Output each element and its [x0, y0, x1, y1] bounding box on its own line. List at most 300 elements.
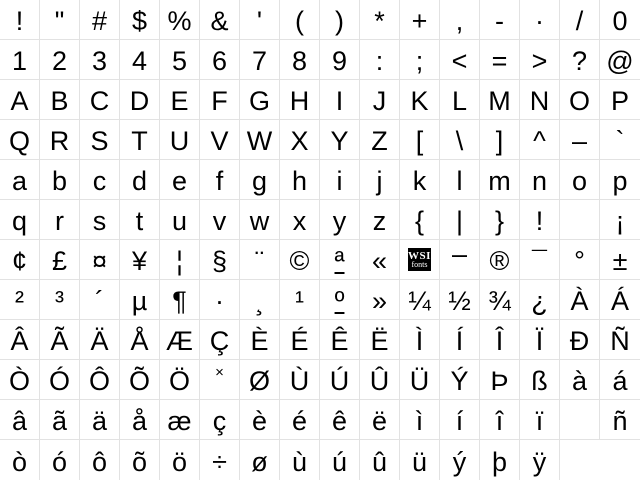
glyph: æ — [167, 406, 192, 436]
glyph-cell[interactable] — [360, 80, 400, 119]
glyph-cell[interactable] — [280, 280, 320, 319]
glyph: ó — [51, 446, 68, 477]
glyph-cell[interactable] — [80, 40, 120, 79]
glyph-cell[interactable] — [160, 0, 200, 39]
glyph-row — [0, 240, 640, 280]
glyph-cell[interactable] — [120, 240, 160, 279]
glyph-cell[interactable] — [520, 320, 560, 359]
glyph: · — [535, 6, 544, 36]
glyph-cell[interactable] — [280, 360, 320, 399]
glyph: 8 — [291, 46, 308, 76]
glyph-cell[interactable] — [120, 160, 160, 199]
glyph-cell[interactable] — [240, 40, 280, 79]
glyph-cell[interactable] — [480, 320, 520, 359]
glyph-cell[interactable] — [360, 400, 400, 439]
glyph: F — [211, 86, 228, 116]
glyph-cell[interactable] — [0, 240, 40, 279]
glyph-cell[interactable] — [40, 120, 80, 159]
glyph: W — [246, 126, 273, 156]
glyph-cell[interactable] — [40, 40, 80, 79]
glyph-cell[interactable] — [560, 0, 600, 39]
glyph-cell[interactable] — [240, 240, 280, 279]
glyph: n — [531, 166, 548, 196]
glyph: ü — [411, 446, 428, 477]
glyph: m — [488, 166, 511, 196]
glyph-cell[interactable] — [80, 0, 120, 39]
glyph-cell[interactable] — [240, 80, 280, 119]
glyph-cell[interactable] — [360, 200, 400, 239]
glyph: ³ — [55, 286, 64, 316]
glyph-cell[interactable] — [600, 400, 640, 439]
glyph: ) — [335, 6, 344, 36]
glyph: ¹ — [295, 286, 304, 316]
glyph-cell[interactable] — [360, 160, 400, 199]
glyph-cell[interactable] — [520, 240, 560, 279]
glyph: ¡ — [615, 206, 625, 236]
glyph-cell[interactable] — [600, 40, 640, 79]
glyph-cell[interactable] — [440, 400, 480, 439]
glyph-cell[interactable] — [120, 320, 160, 359]
glyph: h — [291, 166, 308, 196]
glyph: P — [610, 86, 629, 116]
glyph-cell[interactable] — [280, 0, 320, 39]
glyph-cell[interactable] — [80, 360, 120, 399]
glyph-cell[interactable] — [320, 320, 360, 359]
glyph: O — [568, 86, 590, 116]
glyph-cell[interactable] — [80, 440, 120, 480]
glyph-cell[interactable] — [480, 120, 520, 159]
glyph: £ — [51, 246, 68, 276]
glyph: - — [495, 6, 504, 36]
glyph: y — [332, 206, 347, 236]
glyph-cell[interactable] — [440, 80, 480, 119]
glyph: § — [211, 246, 228, 276]
glyph: Ä — [90, 326, 109, 356]
glyph-cell[interactable] — [200, 0, 240, 39]
glyph-cell[interactable] — [40, 200, 80, 239]
glyph: þ — [491, 446, 508, 477]
glyph: M — [488, 86, 511, 116]
glyph: @ — [606, 46, 634, 76]
glyph-cell[interactable] — [320, 40, 360, 79]
glyph-cell[interactable] — [600, 200, 640, 239]
glyph-cell[interactable] — [600, 240, 640, 279]
glyph: < — [451, 46, 468, 76]
glyph: + — [411, 6, 428, 36]
glyph: ù — [291, 446, 308, 477]
glyph-cell[interactable] — [200, 160, 240, 199]
glyph-cell[interactable] — [360, 240, 400, 279]
glyph-cell[interactable] — [400, 80, 440, 119]
glyph-cell[interactable] — [0, 320, 40, 359]
glyph-cell[interactable] — [480, 400, 520, 439]
glyph: D — [129, 86, 150, 116]
glyph-cell[interactable] — [200, 40, 240, 79]
glyph-cell[interactable] — [200, 80, 240, 119]
glyph: è — [251, 406, 268, 436]
glyph-cell[interactable] — [0, 280, 40, 319]
glyph-cell[interactable] — [0, 360, 40, 399]
glyph-cell[interactable] — [480, 440, 520, 480]
glyph-cell[interactable] — [200, 360, 240, 399]
glyph: G — [248, 86, 270, 116]
glyph-cell[interactable] — [440, 240, 480, 279]
glyph-cell[interactable] — [360, 0, 400, 39]
glyph-cell[interactable] — [0, 400, 40, 439]
glyph-row — [0, 360, 640, 400]
glyph-cell[interactable] — [520, 400, 560, 439]
glyph: % — [167, 6, 192, 36]
glyph-cell[interactable] — [360, 360, 400, 399]
glyph-cell[interactable] — [240, 320, 280, 359]
glyph: Z — [371, 126, 388, 156]
glyph-cell[interactable] — [120, 0, 160, 39]
glyph: r — [55, 206, 64, 236]
glyph: l — [456, 166, 463, 196]
glyph-cell[interactable] — [160, 40, 200, 79]
glyph-cell[interactable] — [600, 280, 640, 319]
glyph-cell[interactable] — [240, 400, 280, 439]
glyph-cell[interactable] — [240, 200, 280, 239]
glyph-cell[interactable] — [480, 200, 520, 239]
glyph: S — [90, 126, 109, 156]
glyph-cell[interactable] — [120, 40, 160, 79]
glyph-cell[interactable] — [480, 0, 520, 39]
glyph-cell[interactable] — [400, 320, 440, 359]
glyph-cell[interactable] — [200, 440, 240, 480]
glyph-cell[interactable] — [200, 400, 240, 439]
glyph: õ — [131, 446, 148, 477]
glyph: | — [455, 206, 463, 236]
glyph-cell[interactable] — [280, 120, 320, 159]
glyph: ] — [495, 126, 504, 156]
glyph-cell[interactable] — [280, 160, 320, 199]
glyph-cell[interactable] — [360, 280, 400, 319]
glyph: 0 — [612, 6, 628, 36]
glyph-cell[interactable] — [400, 440, 440, 480]
glyph-cell[interactable] — [280, 80, 320, 119]
glyph-cell[interactable] — [440, 200, 480, 239]
wsi-fonts-logo — [408, 248, 431, 271]
glyph-cell[interactable] — [560, 320, 600, 359]
glyph-cell[interactable] — [400, 200, 440, 239]
glyph-cell[interactable] — [160, 80, 200, 119]
glyph: ¼ — [408, 286, 431, 316]
glyph: B — [50, 86, 69, 116]
glyph-row — [0, 440, 640, 480]
glyph: t — [135, 206, 144, 236]
glyph: > — [531, 46, 548, 76]
glyph-cell[interactable] — [480, 280, 520, 319]
glyph: î — [495, 406, 504, 436]
glyph: ( — [295, 6, 304, 36]
glyph-cell[interactable] — [280, 400, 320, 439]
glyph: Ó — [48, 366, 70, 396]
glyph-cell[interactable] — [600, 360, 640, 399]
glyph-cell[interactable] — [440, 440, 480, 480]
glyph: o — [571, 166, 588, 196]
glyph: ã — [51, 406, 68, 436]
glyph-cell[interactable] — [0, 0, 40, 39]
glyph: ± — [612, 246, 628, 276]
glyph-cell[interactable] — [160, 280, 200, 319]
glyph: å — [131, 406, 148, 436]
glyph: Æ — [166, 326, 193, 356]
glyph-cell[interactable] — [120, 80, 160, 119]
glyph: ? — [571, 46, 588, 76]
glyph: µ — [131, 286, 148, 316]
glyph-cell[interactable] — [400, 280, 440, 319]
glyph-cell[interactable] — [480, 360, 520, 399]
glyph: $ — [131, 6, 148, 36]
glyph-cell[interactable] — [480, 240, 520, 279]
glyph-cell[interactable] — [280, 40, 320, 79]
glyph: & — [210, 6, 229, 36]
logo-text-wsi: WSI — [408, 249, 431, 262]
glyph-cell[interactable] — [120, 120, 160, 159]
glyph-cell[interactable] — [0, 160, 40, 199]
glyph-cell[interactable] — [360, 320, 400, 359]
glyph-cell[interactable] — [40, 440, 80, 480]
glyph-cell[interactable] — [400, 360, 440, 399]
glyph-cell[interactable] — [440, 40, 480, 79]
glyph: Y — [330, 126, 349, 156]
glyph-cell[interactable] — [440, 280, 480, 319]
glyph-cell[interactable] — [360, 440, 400, 480]
glyph: Â — [10, 326, 29, 356]
glyph-cell[interactable] — [0, 120, 40, 159]
wsi-fonts-logo-cell[interactable] — [400, 240, 440, 279]
glyph-cell[interactable] — [560, 280, 600, 319]
glyph-row — [0, 120, 640, 160]
glyph: ¯ — [532, 246, 547, 276]
glyph: ë — [371, 406, 388, 436]
glyph: ä — [91, 406, 108, 436]
glyph-cell[interactable] — [600, 160, 640, 199]
absent-cell — [600, 440, 640, 480]
glyph-cell[interactable] — [40, 400, 80, 439]
glyph-cell[interactable] — [120, 280, 160, 319]
glyph-row — [0, 0, 640, 40]
glyph: = — [491, 46, 508, 76]
glyph-cell[interactable] — [440, 160, 480, 199]
glyph: 4 — [131, 46, 148, 76]
glyph-cell[interactable] — [80, 160, 120, 199]
glyph: Ë — [370, 326, 389, 356]
glyph-cell[interactable] — [160, 160, 200, 199]
glyph-cell[interactable] — [520, 120, 560, 159]
glyph-cell[interactable] — [160, 240, 200, 279]
glyph: Ù — [289, 366, 310, 396]
glyph-cell[interactable] — [520, 80, 560, 119]
glyph-cell[interactable] — [200, 120, 240, 159]
glyph-cell[interactable] — [0, 440, 40, 480]
glyph-row — [0, 160, 640, 200]
glyph-cell[interactable] — [240, 280, 280, 319]
glyph-cell[interactable] — [240, 0, 280, 39]
glyph-cell[interactable] — [40, 160, 80, 199]
glyph-cell[interactable] — [80, 280, 120, 319]
glyph-cell[interactable] — [560, 240, 600, 279]
glyph-cell[interactable] — [240, 160, 280, 199]
glyph: 3 — [91, 46, 108, 76]
glyph-cell[interactable] — [600, 320, 640, 359]
glyph-cell[interactable] — [240, 440, 280, 480]
glyph: v — [212, 206, 227, 236]
glyph-cell[interactable] — [320, 120, 360, 159]
glyph: f — [215, 166, 224, 196]
glyph: ö — [171, 446, 188, 477]
glyph-cell[interactable] — [440, 320, 480, 359]
glyph-cell[interactable] — [160, 400, 200, 439]
glyph-cell[interactable] — [320, 360, 360, 399]
glyph: ñ — [612, 406, 628, 436]
glyph-cell[interactable] — [240, 360, 280, 399]
glyph-cell[interactable] — [80, 120, 120, 159]
glyph-cell[interactable] — [280, 200, 320, 239]
glyph-cell[interactable] — [520, 160, 560, 199]
glyph-cell[interactable] — [160, 200, 200, 239]
glyph: x — [292, 206, 307, 236]
glyph-cell[interactable] — [520, 360, 560, 399]
glyph: ¶ — [172, 286, 187, 316]
glyph-cell[interactable] — [120, 200, 160, 239]
glyph-cell[interactable] — [40, 0, 80, 39]
glyph: × — [215, 364, 224, 381]
glyph-cell[interactable] — [320, 400, 360, 439]
glyph-cell[interactable] — [360, 120, 400, 159]
glyph-cell[interactable] — [520, 200, 560, 239]
glyph-cell[interactable] — [320, 80, 360, 119]
glyph: á — [612, 366, 628, 396]
glyph-cell[interactable] — [280, 240, 320, 279]
glyph: ` — [615, 126, 625, 156]
glyph: Ø — [248, 366, 270, 396]
glyph-cell[interactable] — [40, 80, 80, 119]
glyph-cell[interactable] — [160, 360, 200, 399]
logo-text-fonts: fonts — [411, 259, 428, 269]
glyph: ì — [415, 406, 424, 436]
glyph-cell[interactable] — [400, 120, 440, 159]
glyph: Ü — [409, 366, 430, 396]
empty-glyph-cell — [560, 200, 600, 239]
glyph: , — [455, 6, 464, 36]
glyph-cell[interactable] — [320, 200, 360, 239]
glyph-row — [0, 320, 640, 360]
glyph-cell[interactable] — [480, 80, 520, 119]
glyph: Õ — [128, 366, 150, 396]
glyph: j — [376, 166, 383, 196]
glyph-cell[interactable] — [520, 0, 560, 39]
glyph-cell[interactable] — [280, 320, 320, 359]
glyph-cell[interactable] — [360, 40, 400, 79]
glyph: ¨ — [255, 246, 264, 276]
glyph-cell[interactable] — [120, 440, 160, 480]
glyph: – — [451, 239, 468, 269]
glyph-cell[interactable] — [40, 280, 80, 319]
glyph-cell[interactable] — [320, 440, 360, 480]
glyph-cell[interactable] — [200, 200, 240, 239]
glyph: í — [455, 406, 464, 436]
glyph-cell[interactable] — [320, 0, 360, 39]
glyph: « — [371, 246, 388, 276]
glyph-cell[interactable] — [40, 320, 80, 359]
glyph-cell[interactable] — [520, 40, 560, 79]
glyph-cell[interactable] — [320, 160, 360, 199]
glyph-cell[interactable] — [440, 0, 480, 39]
glyph-cell[interactable] — [600, 120, 640, 159]
glyph-cell[interactable] — [560, 80, 600, 119]
glyph: Ö — [168, 366, 190, 396]
glyph: ï — [535, 406, 544, 436]
glyph-cell[interactable] — [200, 320, 240, 359]
glyph-cell[interactable] — [560, 40, 600, 79]
glyph: ¦ — [175, 246, 183, 276]
glyph: ¥ — [131, 246, 148, 276]
glyph-cell[interactable] — [560, 160, 600, 199]
glyph-cell[interactable] — [0, 80, 40, 119]
glyph-cell[interactable] — [160, 320, 200, 359]
glyph-cell[interactable] — [40, 360, 80, 399]
glyph-cell[interactable] — [80, 80, 120, 119]
glyph-cell[interactable] — [400, 160, 440, 199]
glyph-cell[interactable] — [160, 440, 200, 480]
glyph: É — [290, 326, 309, 356]
glyph-cell[interactable] — [200, 280, 240, 319]
glyph: â — [11, 406, 28, 436]
glyph-cell[interactable] — [520, 280, 560, 319]
glyph: ' — [256, 6, 263, 36]
glyph: " — [54, 6, 65, 36]
glyph-cell[interactable] — [560, 120, 600, 159]
glyph-cell[interactable] — [80, 200, 120, 239]
glyph-cell[interactable] — [0, 40, 40, 79]
glyph-cell[interactable] — [0, 200, 40, 239]
glyph-cell[interactable] — [120, 360, 160, 399]
glyph-cell[interactable] — [400, 40, 440, 79]
glyph-cell[interactable] — [480, 160, 520, 199]
glyph: Ý — [450, 366, 469, 396]
glyph-cell[interactable] — [120, 400, 160, 439]
glyph-cell[interactable] — [320, 280, 360, 319]
glyph: k — [412, 166, 427, 196]
glyph-cell[interactable] — [80, 320, 120, 359]
glyph: – — [571, 126, 588, 156]
glyph-cell[interactable] — [400, 0, 440, 39]
glyph: T — [131, 126, 148, 156]
glyph-cell[interactable] — [80, 240, 120, 279]
glyph-cell[interactable] — [200, 240, 240, 279]
glyph: 1 — [11, 46, 28, 76]
glyph-cell[interactable] — [560, 360, 600, 399]
glyph-cell[interactable] — [600, 80, 640, 119]
glyph-cell[interactable] — [600, 0, 640, 39]
glyph-cell[interactable] — [480, 40, 520, 79]
glyph: é — [291, 406, 308, 436]
glyph-cell[interactable] — [440, 120, 480, 159]
glyph: u — [171, 206, 188, 236]
glyph-cell[interactable] — [80, 400, 120, 439]
glyph-cell[interactable] — [400, 400, 440, 439]
glyph-cell[interactable] — [320, 240, 360, 279]
glyph-cell[interactable] — [280, 440, 320, 480]
glyph-cell[interactable] — [160, 120, 200, 159]
glyph: ^ — [533, 126, 546, 156]
glyph-cell[interactable] — [520, 440, 560, 480]
glyph-cell[interactable] — [40, 240, 80, 279]
glyph-cell[interactable] — [240, 120, 280, 159]
glyph-cell[interactable] — [440, 360, 480, 399]
